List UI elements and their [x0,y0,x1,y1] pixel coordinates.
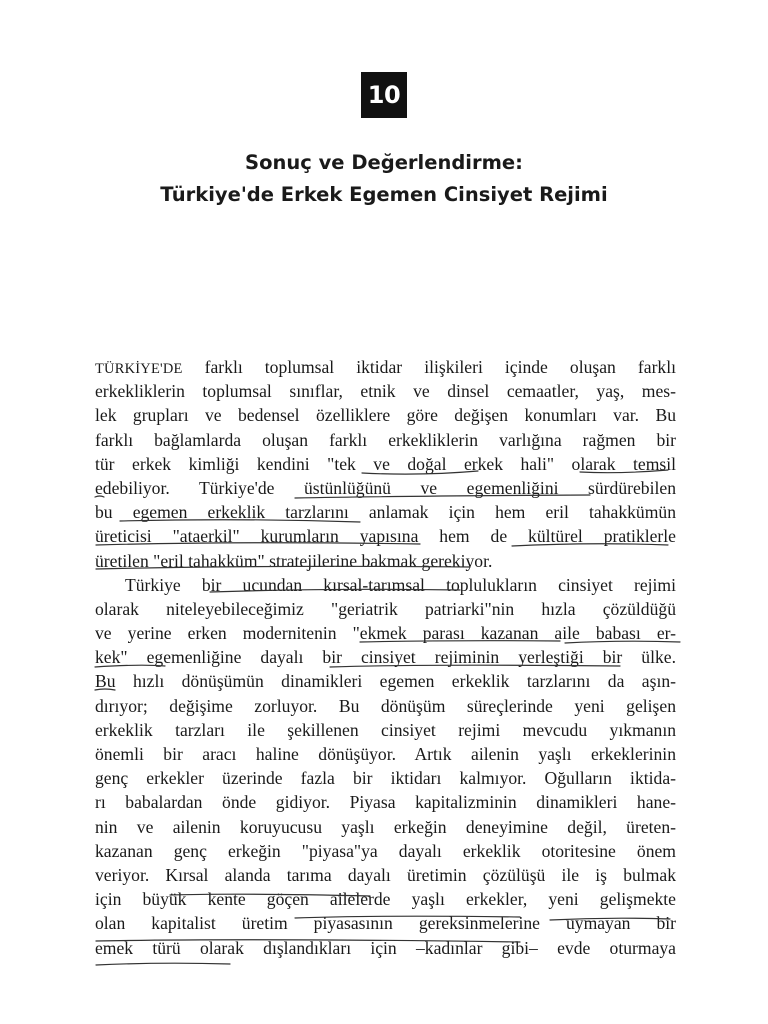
body-line: olarak niteleyebileceğimiz "geriatrik patriarki"nin hızla çözüldüğü [95,598,676,619]
lead-in-smallcaps: TÜRKİYE'DE [95,361,183,377]
body-line: bu egemen erkeklik tarzlarını anlamak için hem eril tahakkümün [95,502,676,523]
body-line: rı babalardan önde gidiyor. Piyasa kapitalizminin dinamikleri hane- [95,792,676,813]
body-line: edebiliyor. Türkiye'de üstünlüğünü ve egemenliğini sürdürebilen [95,477,676,498]
body-line: olan kapitalist üretim piyasasının gereksinmelerine uymayan bir [95,913,676,934]
body-line: ve yerine erken modernitenin "ekmek parası kazanan aile babası er- [95,623,676,644]
body-line: kazanan genç erkeğin "piyasa"ya dayalı erkeklik otoritesine önem [95,840,676,861]
body-line: Türkiye bir ucundan kırsal-tarımsal toplulukların cinsiyet rejimi [125,574,676,595]
body-line: nin ve ailenin koruyucusu yaşlı erkeğin deneyimine değil, üreten- [95,816,676,837]
body-line: kek" egemenliğine dayalı bir cinsiyet rejiminin yerleştiği bir ülke. [95,647,676,668]
chapter-title-line-2: Türkiye'de Erkek Egemen Cinsiyet Rejimi [160,183,608,206]
body-line: dırıyor; değişime zorluyor. Bu dönüşüm süreçlerinde yeni gelişen [95,695,676,716]
body-line: farklı bağlamlarda oluşan farklı erkekliklerin varlığına rağmen bir [95,429,676,450]
chapter-number-badge: 10 [361,72,407,118]
body-line: tür erkek kimliği kendini "tek ve doğal erkek hali" olarak temsil [95,453,676,474]
body-line: Bu hızlı dönüşümün dinamikleri egemen erkeklik tarzlarını da aşın- [95,671,676,692]
body-line: TÜRKİYE'DE farklı toplumsal iktidar ilişkileri içinde oluşan farklı [95,357,676,377]
chapter-title-line-1: Sonuç ve Değerlendirme: [245,151,523,174]
body-text [95,355,676,960]
body-line: üretilen "eril tahakküm" stratejilerine bakmak gerekiyor. [95,550,493,571]
body-line: lek grupları ve bedensel özelliklere göre değişen konumları var. Bu [95,405,676,426]
body-line: için büyük kente göçen ailelerde yaşlı erkekler, yeni gelişmekte [95,889,676,910]
body-line: emek türü olarak dışlandıkları için –kadınlar gibi– evde oturmaya [95,937,676,958]
body-line: genç erkekler üzerinde fazla bir iktidarı kalmıyor. Oğulların iktida- [95,768,676,789]
body-line: erkekliklerin toplumsal sınıflar, etnik ve dinsel cemaatler, yaş, mes- [95,381,676,402]
body-line: veriyor. Kırsal alanda tarıma dayalı üretimin çözülüşü ile iş bulmak [95,864,676,885]
body-line: üreticisi "ataerkil" kurumların yapısına hem de kültürel pratiklerle [95,526,676,547]
body-line: önemli bir aracı haline dönüşüyor. Artık ailenin yaşlı erkeklerinin [95,744,676,764]
body-line: erkeklik tarzları ile şekillenen cinsiyet rejimi mevcudu yıkmanın [95,719,676,740]
